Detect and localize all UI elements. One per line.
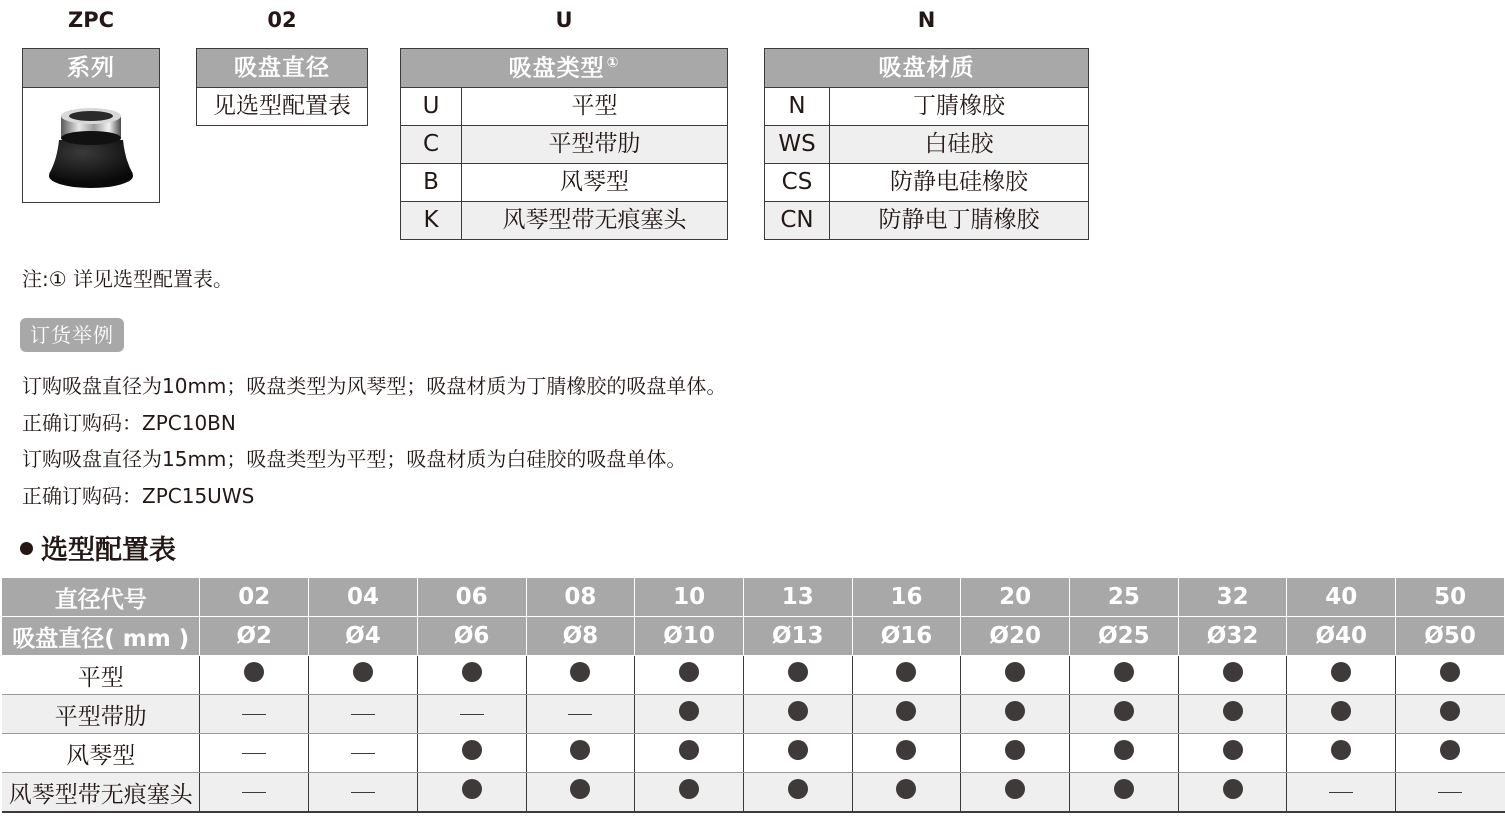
availability-cell — [309, 656, 418, 695]
available-dot-icon — [1331, 662, 1351, 682]
diameter-code-cell: 50 — [1396, 578, 1505, 617]
availability-cell — [961, 734, 1070, 773]
diameter-code-cell: 06 — [417, 578, 526, 617]
availability-cell — [1070, 695, 1179, 734]
code-part-type: U — [555, 8, 573, 32]
availability-cell — [1178, 773, 1287, 813]
diameter-code-cell: 13 — [743, 578, 852, 617]
diameter-size-cell: Ø16 — [852, 617, 961, 656]
diameter-code-cell: 25 — [1070, 578, 1179, 617]
diameter-size-cell: Ø50 — [1396, 617, 1505, 656]
available-dot-icon — [353, 662, 373, 682]
availability-cell — [635, 734, 744, 773]
diameter-value: 见选型配置表 — [197, 88, 368, 126]
order-example-badge: 订货举例 — [20, 318, 124, 352]
availability-cell — [961, 695, 1070, 734]
unavailable-dash-icon — [1438, 792, 1462, 793]
diameter-size-cell: Ø2 — [200, 617, 309, 656]
diameter-code-cell: 40 — [1287, 578, 1396, 617]
order-line: 正确订购码：ZPC15UWS — [22, 484, 255, 508]
availability-cell — [743, 656, 852, 695]
selection-table — [2, 578, 1505, 813]
available-dot-icon — [1114, 779, 1134, 799]
type-row-label: 平型带肋 — [2, 695, 200, 734]
type-name: 平型 — [462, 88, 728, 126]
code-part-series: ZPC — [67, 8, 115, 32]
available-dot-icon — [679, 701, 699, 721]
available-dot-icon — [1005, 701, 1025, 721]
available-dot-icon — [1223, 779, 1243, 799]
table-row — [2, 773, 1505, 813]
availability-cell — [852, 773, 961, 813]
type-row-label: 平型 — [2, 656, 200, 695]
availability-cell — [417, 773, 526, 813]
type-name: 风琴型 — [462, 164, 728, 202]
available-dot-icon — [1114, 701, 1134, 721]
material-code: CS — [765, 164, 830, 202]
available-dot-icon — [1005, 779, 1025, 799]
available-dot-icon — [570, 662, 590, 682]
available-dot-icon — [679, 740, 699, 760]
available-dot-icon — [788, 779, 808, 799]
material-name: 白硅胶 — [830, 126, 1089, 164]
table-row — [2, 734, 1505, 773]
availability-cell — [309, 773, 418, 813]
availability-cell — [635, 656, 744, 695]
availability-cell — [1287, 734, 1396, 773]
availability-cell — [852, 656, 961, 695]
type-code: C — [401, 126, 462, 164]
availability-cell — [1287, 773, 1396, 813]
series-table — [22, 48, 160, 203]
bullet-icon — [20, 542, 33, 555]
diameter-size-cell: Ø40 — [1287, 617, 1396, 656]
diameter-code-cell: 04 — [309, 578, 418, 617]
available-dot-icon — [896, 701, 916, 721]
availability-cell — [1070, 656, 1179, 695]
available-dot-icon — [1223, 701, 1243, 721]
available-dot-icon — [462, 779, 482, 799]
material-code: N — [765, 88, 830, 126]
availability-cell — [309, 734, 418, 773]
diameter-header: 吸盘直径 — [197, 49, 368, 88]
availability-cell — [1396, 656, 1505, 695]
availability-cell — [526, 773, 635, 813]
available-dot-icon — [679, 662, 699, 682]
availability-cell — [417, 734, 526, 773]
unavailable-dash-icon — [242, 714, 266, 715]
unavailable-dash-icon — [242, 792, 266, 793]
availability-cell — [743, 695, 852, 734]
type-name: 风琴型带无痕塞头 — [462, 202, 728, 240]
available-dot-icon — [1114, 740, 1134, 760]
suction-cup-image — [31, 90, 151, 200]
availability-cell — [1396, 734, 1505, 773]
available-dot-icon — [1114, 662, 1134, 682]
series-header: 系列 — [23, 49, 160, 88]
availability-cell — [1178, 656, 1287, 695]
diameter-code-cell: 02 — [200, 578, 309, 617]
diameter-size-cell: Ø8 — [526, 617, 635, 656]
available-dot-icon — [1331, 701, 1351, 721]
material-name: 丁腈橡胶 — [830, 88, 1089, 126]
available-dot-icon — [1223, 740, 1243, 760]
diameter-size-cell: Ø4 — [309, 617, 418, 656]
type-header: 吸盘类型 ① — [401, 49, 728, 88]
availability-cell — [417, 656, 526, 695]
diameter-code-cell: 10 — [635, 578, 744, 617]
material-code: WS — [765, 126, 830, 164]
diameter-size-cell: Ø13 — [743, 617, 852, 656]
material-name: 防静电硅橡胶 — [830, 164, 1089, 202]
availability-cell — [743, 734, 852, 773]
availability-cell — [1178, 695, 1287, 734]
diameter-code-cell: 20 — [961, 578, 1070, 617]
code-part-material: N — [917, 8, 936, 32]
unavailable-dash-icon — [1329, 792, 1353, 793]
availability-cell — [1070, 773, 1179, 813]
available-dot-icon — [896, 779, 916, 799]
type-row-label: 风琴型带无痕塞头 — [2, 773, 200, 813]
availability-cell — [526, 656, 635, 695]
code-part-diameter: 02 — [267, 8, 297, 32]
availability-cell — [1287, 656, 1396, 695]
available-dot-icon — [1440, 662, 1460, 682]
available-dot-icon — [896, 662, 916, 682]
unavailable-dash-icon — [460, 714, 484, 715]
availability-cell — [200, 656, 309, 695]
material-header: 吸盘材质 — [765, 49, 1089, 88]
available-dot-icon — [788, 740, 808, 760]
available-dot-icon — [244, 662, 264, 682]
availability-cell — [852, 695, 961, 734]
type-code: U — [401, 88, 462, 126]
availability-cell — [200, 773, 309, 813]
diameter-code-cell: 16 — [852, 578, 961, 617]
available-dot-icon — [1440, 701, 1460, 721]
availability-cell — [635, 695, 744, 734]
availability-cell — [1396, 773, 1505, 813]
availability-cell — [961, 773, 1070, 813]
availability-cell — [1178, 734, 1287, 773]
order-line: 订购吸盘直径为15mm；吸盘类型为平型；吸盘材质为白硅胶的吸盘单体。 — [22, 447, 687, 471]
unavailable-dash-icon — [568, 714, 592, 715]
diameter-code-cell: 32 — [1178, 578, 1287, 617]
available-dot-icon — [462, 740, 482, 760]
available-dot-icon — [1223, 662, 1243, 682]
availability-cell — [1287, 695, 1396, 734]
available-dot-icon — [788, 701, 808, 721]
order-line: 正确订购码：ZPC10BN — [22, 411, 236, 435]
available-dot-icon — [1005, 662, 1025, 682]
available-dot-icon — [462, 662, 482, 682]
material-table — [764, 48, 1089, 240]
type-table — [400, 48, 728, 240]
unavailable-dash-icon — [242, 753, 266, 754]
diameter-table — [196, 48, 368, 126]
available-dot-icon — [788, 662, 808, 682]
diameter-size-cell: Ø20 — [961, 617, 1070, 656]
footnote: 注:① 详见选型配置表。 — [22, 267, 234, 291]
available-dot-icon — [570, 779, 590, 799]
table-row — [2, 695, 1505, 734]
diameter-size-cell: Ø6 — [417, 617, 526, 656]
diameter-code-cell: 08 — [526, 578, 635, 617]
available-dot-icon — [570, 740, 590, 760]
row-label-code: 直径代号 — [2, 578, 200, 617]
type-code: K — [401, 202, 462, 240]
availability-cell — [1396, 695, 1505, 734]
unavailable-dash-icon — [351, 753, 375, 754]
diameter-size-cell: Ø32 — [1178, 617, 1287, 656]
order-line: 订购吸盘直径为10mm；吸盘类型为风琴型；吸盘材质为丁腈橡胶的吸盘单体。 — [22, 374, 727, 398]
type-row-label: 风琴型 — [2, 734, 200, 773]
available-dot-icon — [679, 779, 699, 799]
unavailable-dash-icon — [351, 792, 375, 793]
availability-cell — [417, 695, 526, 734]
diameter-size-cell: Ø25 — [1070, 617, 1179, 656]
availability-cell — [743, 773, 852, 813]
availability-cell — [1070, 734, 1179, 773]
available-dot-icon — [1005, 740, 1025, 760]
footnote-mark: ① — [606, 54, 620, 71]
availability-cell — [200, 695, 309, 734]
type-name: 平型带肋 — [462, 126, 728, 164]
availability-cell — [961, 656, 1070, 695]
product-image-cell — [23, 88, 160, 203]
availability-cell — [200, 734, 309, 773]
availability-cell — [526, 734, 635, 773]
row-label-diameter: 吸盘直径( mm ) — [2, 617, 200, 656]
material-code: CN — [765, 202, 830, 240]
availability-cell — [309, 695, 418, 734]
section-title: 选型配置表 — [20, 528, 176, 567]
type-code: B — [401, 164, 462, 202]
available-dot-icon — [896, 740, 916, 760]
material-name: 防静电丁腈橡胶 — [830, 202, 1089, 240]
availability-cell — [635, 773, 744, 813]
available-dot-icon — [1331, 740, 1351, 760]
availability-cell — [526, 695, 635, 734]
available-dot-icon — [1440, 740, 1460, 760]
suction-cup-icon — [31, 90, 151, 200]
availability-cell — [852, 734, 961, 773]
unavailable-dash-icon — [351, 714, 375, 715]
diameter-size-cell: Ø10 — [635, 617, 744, 656]
table-row — [2, 656, 1505, 695]
